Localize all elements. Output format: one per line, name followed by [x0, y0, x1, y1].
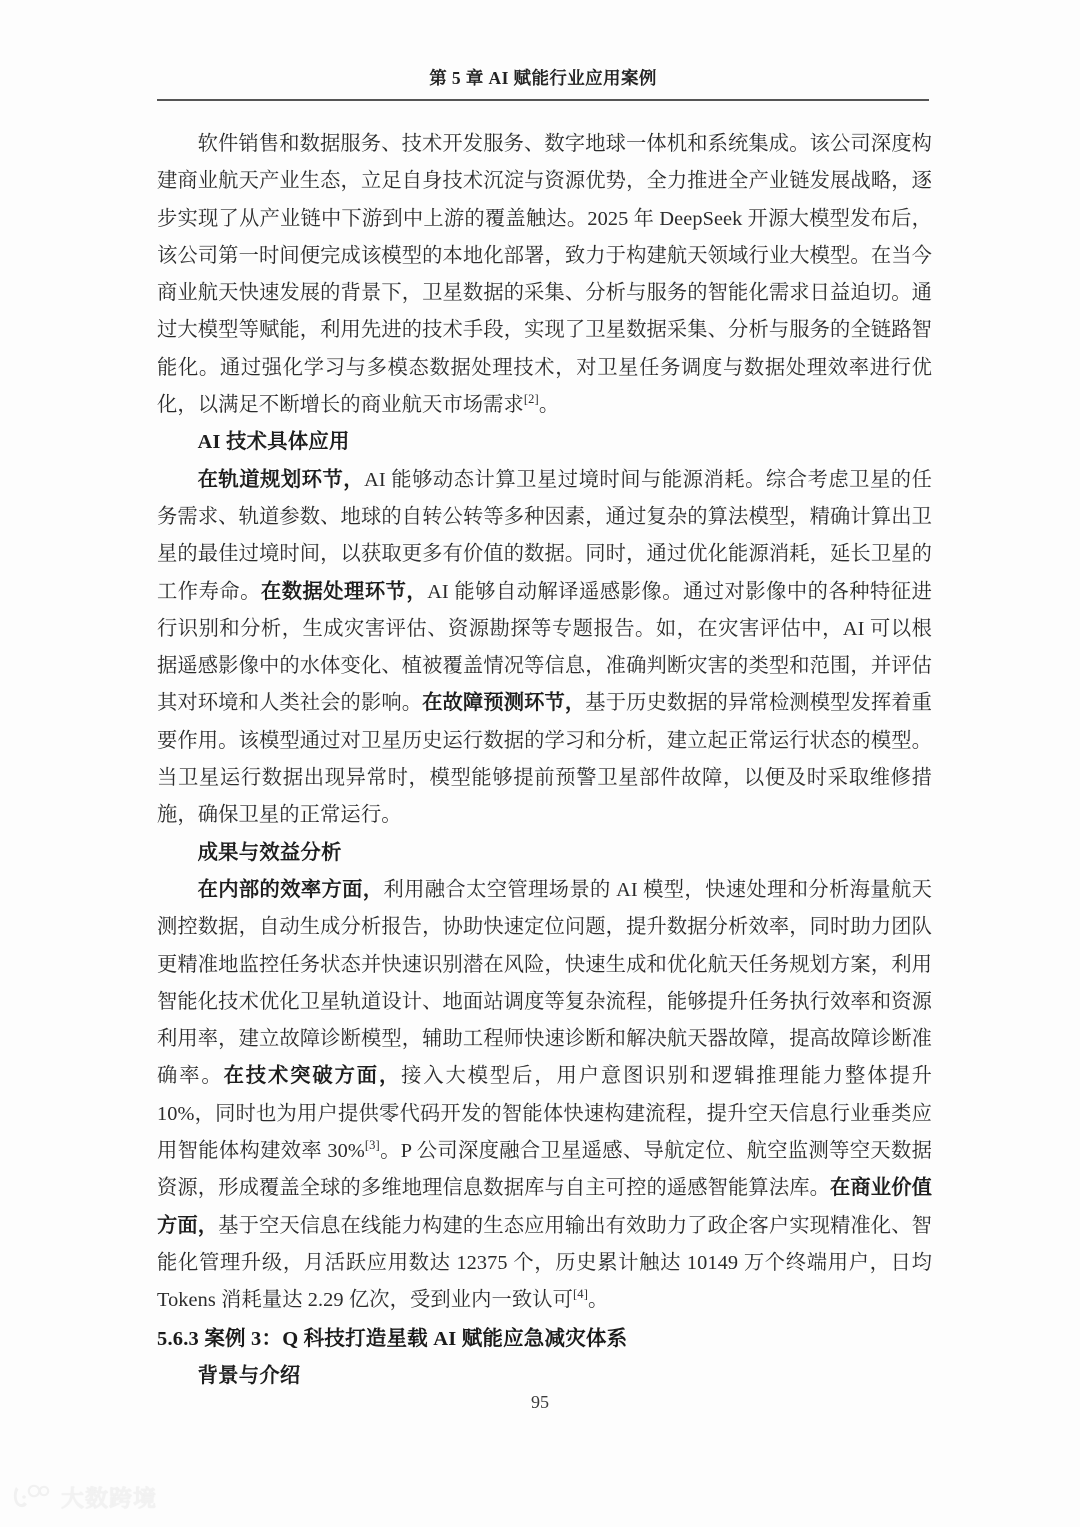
- bold-commercial-value-label: 在商业价值方面，: [157, 1177, 932, 1237]
- header-divider: [157, 99, 929, 101]
- heading-background-and-introduction: 背景与介绍: [197, 1364, 301, 1387]
- paragraph-company-overview-tail: 。: [538, 394, 560, 417]
- page-content: [157, 126, 932, 1395]
- text-data-resources: 。P 公司深度融合卫星遥感、导航定位、航空监测等空天数据资源，形成覆盖全球的多维地理信息数据库与自主可控的遥感智能算法库。: [157, 1140, 932, 1200]
- section-heading-5-6-3: 5.6.3 案例 3：Q 科技打造星载 AI 赋能应急减灾体系: [157, 1327, 628, 1350]
- text-orbit-planning: AI 能够动态计算卫星过境时间与能源消耗。综合考虑卫星的任务需求、轨道参数、地球的自转公转等多种因素，通过复杂的算法模型，精确计算出卫星的最佳过境时间，以获取更多有价值的数据。同时，通过优化能源消耗，延长卫星的工作寿命。: [157, 468, 932, 603]
- text-fault-prediction: 基于历史数据的异常检测模型发挥着重要作用。该模型通过对卫星历史运行数据的学习和分析，建立起正常运行状态的模型。当卫星运行数据出现异常时，模型能够提前预警卫星部件故障，以便及时采取维修措施，确保卫星的正常运行。: [157, 692, 932, 827]
- bold-technical-breakthrough-label: 在技术突破方面，: [223, 1065, 402, 1088]
- reference-marker-3: [3]: [364, 1138, 380, 1153]
- bold-data-processing-label: 在数据处理环节，: [260, 580, 428, 603]
- running-header: 第 5 章 AI 赋能行业应用案例: [429, 68, 657, 88]
- text-commercial-value-tail: 。: [587, 1289, 609, 1312]
- paragraph-company-overview-text: 软件销售和数据服务、技术开发服务、数字地球一体机和系统集成。该公司深度构建商业航天产业生态，立足自身技术沉淀与资源优势，全力推进全产业链发展战略，逐步实现了从产业链中下游到中上游的覆盖触达。2025 年 DeepSeek 开源大模型发布后，该公司第一时间便完成该模型的本地化部署，致力于构建航天领域行业大模型。在当今商业航天快速发展的背景下，卫星数据的采集、分析与服务的智能化需求日益迫切。通过大模型等赋能，利用先进的技术手段，实现了卫星数据采集、分析与服务的全链路智能化。通过强化学习与多模态数据处理技术，对卫星任务调度与数据处理效率进行优化，以满足不断增长的商业航天市场需求: [157, 133, 932, 417]
- reference-marker-2: [2]: [523, 392, 539, 407]
- page-number: 95: [531, 1392, 549, 1412]
- paragraph-ai-application: [157, 462, 932, 835]
- paragraph-results-and-benefits: [157, 872, 932, 1320]
- heading-ai-technology-application: AI 技术具体应用: [197, 431, 350, 454]
- bold-internal-efficiency-label: 在内部的效率方面，: [197, 878, 384, 901]
- text-data-processing: AI 能够自动解译遥感影像。通过对影像中的各种特征进行识别和分析，生成灾害评估、资源勘探等专题报告。如，在灾害评估中，AI 可以根据遥感影像中的水体变化、植被覆盖情况等信息，准确判断灾害的类型和范围，并评估其对环境和人类社会的影响。: [157, 580, 932, 715]
- text-internal-efficiency: 利用融合太空管理场景的 AI 模型，快速处理和分析海量航天测控数据，自动生成分析报告，协助快速定位问题，提升数据分析效率，同时助力团队更精准地监控任务状态并快速识别潜在风险，快速生成和优化航天任务规划方案，利用智能化技术优化卫星轨道设计、地面站调度等复杂流程，能够提升任务执行效率和资源利用率，建立故障诊断模型，辅助工程师快速诊断和解决航天器故障，提高故障诊断准确率。: [157, 878, 932, 1088]
- text-commercial-value: 基于空天信息在线能力构建的生态应用输出有效助力了政企客户实现精准化、智能化管理升级，月活跃应用数达 12375 个，历史累计触达 10149 万个终端用户，日均 Tokens 消耗量达 2.29 亿次，受到业内一致认可: [157, 1214, 932, 1312]
- bold-fault-prediction-label: 在故障预测环节，: [422, 692, 586, 715]
- paragraph-company-overview: [157, 126, 932, 424]
- watermark: [12, 1480, 157, 1513]
- text-technical-breakthrough: 接入大模型后，用户意图识别和逻辑推理能力整体提升 10%，同时也为用户提供零代码开发的智能体快速构建流程，提升空天信息行业垂类应用智能体构建效率 30%: [157, 1065, 932, 1163]
- bold-orbit-planning-label: 在轨道规划环节，: [197, 468, 365, 491]
- watermark-text: 大数跨境: [61, 1485, 157, 1511]
- dashukuajing-logo-icon: [12, 1483, 54, 1510]
- heading-results-and-benefits: 成果与效益分析: [197, 841, 342, 864]
- reference-marker-4: [4]: [573, 1287, 588, 1302]
